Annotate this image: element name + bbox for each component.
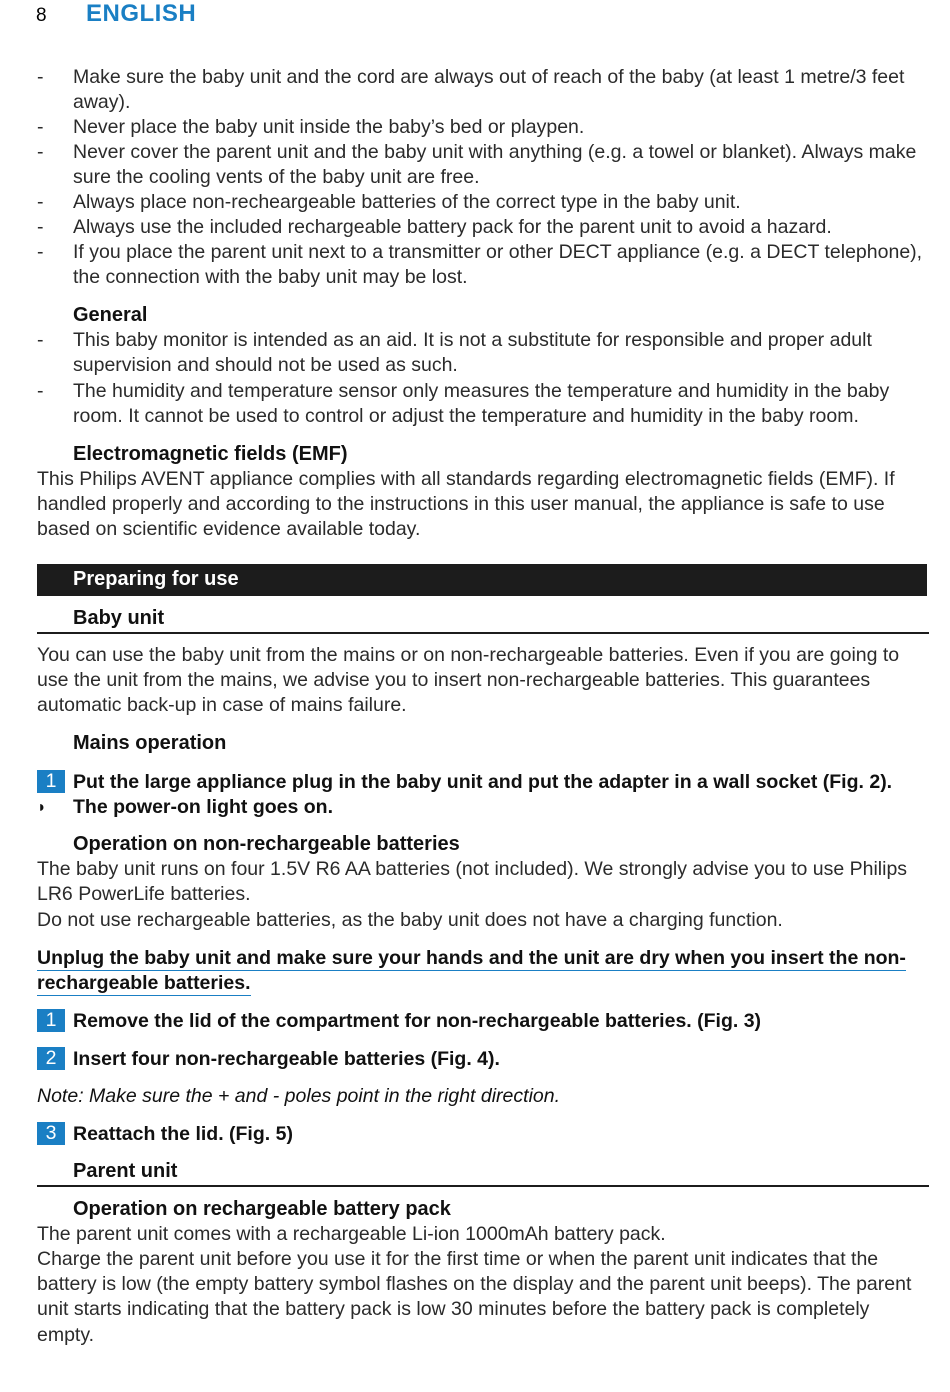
bullet-text: The humidity and temperature sensor only measures the temperature and humidity in the baby room. It cannot be used to control or adjust the temperature and humidity in the baby room.	[73, 380, 890, 428]
section-title-bar	[37, 564, 927, 596]
step-number-badge: 2	[37, 1047, 65, 1070]
bullet-text: Never cover the parent unit and the baby unit with anything (e.g. a towel or blanket). Always make sure the cooling vents of the baby unit are free.	[73, 141, 917, 189]
battery-pack-paragraph: The parent unit comes with a rechargeable Li-ion 1000mAh battery pack.	[37, 1223, 666, 1245]
caution-text	[37, 946, 907, 996]
step-item	[37, 1047, 929, 1072]
bullet-dash: -	[37, 329, 44, 351]
bullet-dash: -	[37, 380, 44, 402]
baby-unit-intro: You can use the baby unit from the mains or on non-rechargeable batteries. Even if you are going to use the unit from the mains, we advise you to insert non-rechargeable batteries. This guarantees automatic back-up in case of mains failure.	[37, 644, 900, 717]
bullet-item	[37, 65, 927, 115]
step-item	[37, 1009, 929, 1034]
heading-rule	[37, 632, 929, 634]
page-number: 8	[36, 5, 47, 26]
bullet-item	[37, 190, 927, 215]
bullet-item	[37, 379, 927, 429]
bullet-dash: -	[37, 191, 44, 213]
step-text: Remove the lid of the compartment for non-rechargeable batteries. (Fig. 3)	[73, 1010, 762, 1032]
step-number-badge: 3	[37, 1122, 65, 1145]
result-arrow-icon: ◗	[37, 799, 47, 816]
bullet-item	[37, 115, 927, 140]
bullet-text: Never place the baby unit inside the baby’s bed or playpen.	[73, 116, 585, 138]
note-text: Note: Make sure the + and - poles point in the right direction.	[37, 1085, 561, 1107]
bullet-text: This baby monitor is intended as an aid. It is not a substitute for responsible and proper adult supervision and should not be used as such.	[73, 329, 872, 377]
bullet-dash: -	[37, 241, 44, 263]
result-text: The power-on light goes on.	[73, 796, 333, 818]
battery-pack-heading: Operation on rechargeable battery pack	[73, 1198, 451, 1220]
bullet-item	[37, 240, 927, 290]
bullet-dash: -	[37, 116, 44, 138]
step-item	[37, 770, 929, 795]
section-title: Preparing for use	[73, 568, 239, 590]
heading-rule	[37, 1185, 929, 1187]
mains-heading: Mains operation	[73, 732, 227, 754]
result-item	[37, 795, 929, 820]
page-header	[36, 0, 196, 30]
bullet-text: Make sure the baby unit and the cord are always out of reach of the baby (at least 1 metre/3 feet away).	[73, 66, 905, 114]
baby-unit-heading: Baby unit	[73, 607, 165, 629]
step-number-badge: 1	[37, 1009, 65, 1032]
battery-pack-paragraph-2: Charge the parent unit before you use it for the first time or when the parent unit indicates that the battery is low (the empty battery symbol flashes on the display and the parent unit beeps). The parent unit starts indicating that the battery pack is low 30 minutes before the battery pack is completely empty.	[37, 1248, 912, 1346]
caution-line: Unplug the baby unit and make sure your hands and the unit are dry when you insert the non-	[37, 947, 906, 969]
bullet-text: If you place the parent unit next to a transmitter or other DECT appliance (e.g. a DECT telephone), the connection with the baby unit may be lost.	[73, 241, 923, 289]
bullet-item	[37, 215, 927, 240]
step-text: Reattach the lid. (Fig. 5)	[73, 1123, 293, 1145]
step-number-badge: 1	[37, 770, 65, 793]
bullet-item	[37, 140, 927, 190]
bullet-dash: -	[37, 216, 44, 238]
bullet-text: Always use the included rechargeable battery pack for the parent unit to avoid a hazard.	[73, 216, 832, 238]
step-item	[37, 1122, 929, 1147]
bullet-dash: -	[37, 141, 44, 163]
parent-unit-heading: Parent unit	[73, 1160, 178, 1182]
emf-paragraph: This Philips AVENT appliance complies with all standards regarding electromagnetic fields (EMF). If handled properly and according to the instructions in this user manual, the appliance is safe to use based on scientific evidence available today.	[37, 468, 895, 541]
step-text: Insert four non-rechargeable batteries (Fig. 4).	[73, 1048, 500, 1070]
bullet-text: Always place non-recheargeable batteries of the correct type in the baby unit.	[73, 191, 741, 213]
bullet-item	[37, 328, 927, 378]
general-heading: General	[73, 304, 148, 326]
language-title: ENGLISH	[86, 0, 197, 27]
batteries-paragraph: The baby unit runs on four 1.5V R6 AA batteries (not included). We strongly advise you to use Philips LR6 PowerLife batteries.	[37, 858, 908, 906]
batteries-heading: Operation on non-rechargeable batteries	[73, 833, 460, 855]
caution-line: rechargeable batteries.	[37, 972, 251, 995]
batteries-paragraph-2: Do not use rechargeable batteries, as the baby unit does not have a charging function.	[37, 909, 783, 931]
emf-heading: Electromagnetic fields (EMF)	[73, 443, 348, 465]
step-text: Put the large appliance plug in the baby unit and put the adapter in a wall socket (Fig. 2).	[73, 771, 893, 793]
bullet-dash: -	[37, 66, 44, 88]
